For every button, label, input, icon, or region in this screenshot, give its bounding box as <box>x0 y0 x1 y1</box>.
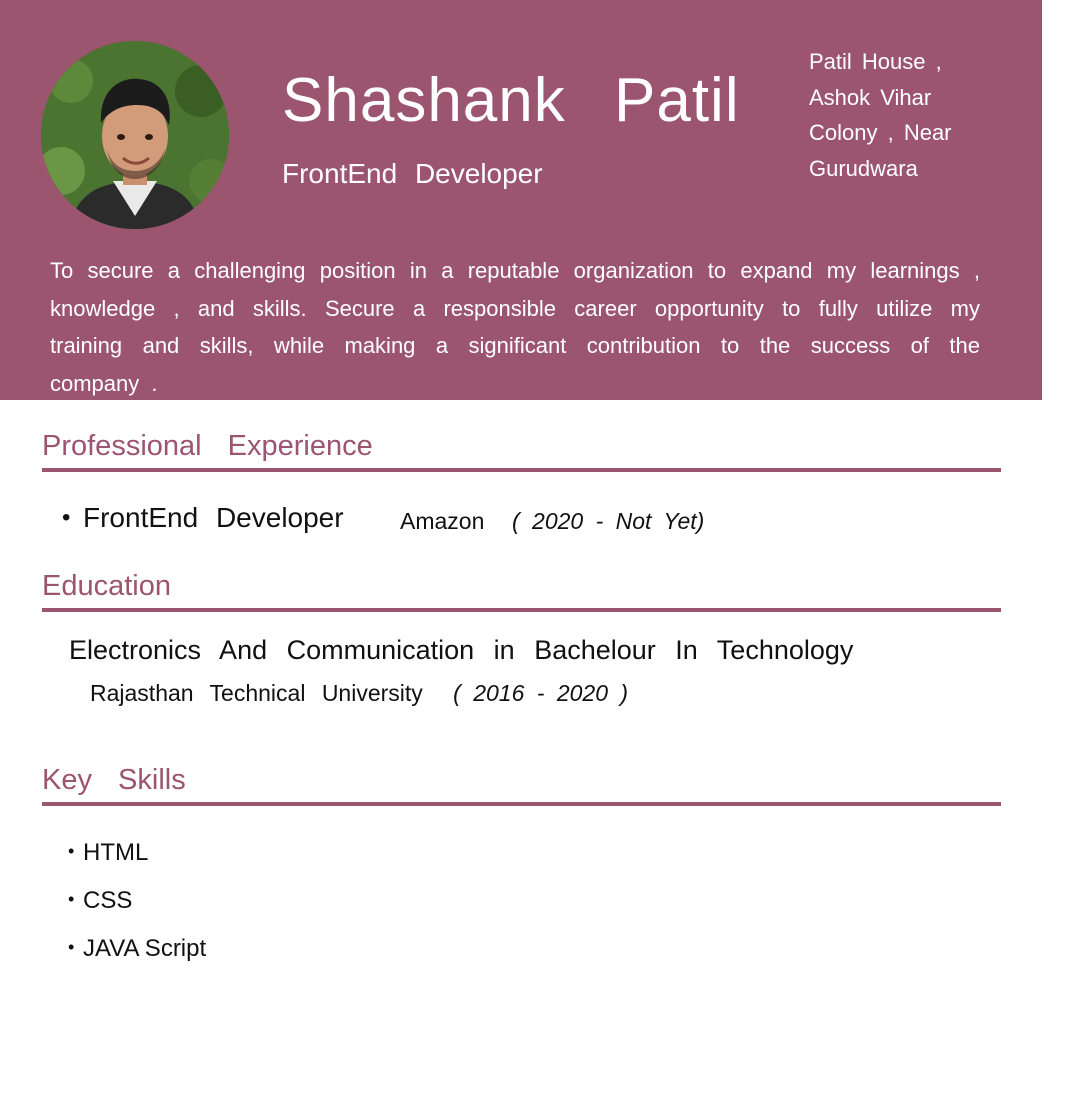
skill-label: JAVA Script <box>83 935 207 962</box>
bullet-icon: • <box>68 937 75 957</box>
education-degree: Electronics And Communication in Bachelour In Technology <box>69 635 854 665</box>
experience-company: Amazon <box>400 508 485 534</box>
skills-section-title: Key Skills <box>42 764 186 796</box>
education-institution: Rajasthan Technical University <box>90 680 423 706</box>
address-line: Ashok Vihar <box>809 84 932 110</box>
education-section-title: Education <box>42 570 171 602</box>
address-line: Patil House , <box>809 49 942 74</box>
skill-item <box>68 924 206 972</box>
bullet-icon: • <box>68 841 75 861</box>
profile-photo <box>41 41 229 229</box>
skills-list <box>68 828 206 972</box>
experience-divider <box>42 468 1001 472</box>
bullet-icon: • <box>62 504 71 531</box>
experience-section-title: Professional Experience <box>42 430 373 462</box>
address-line: Gurudwara <box>809 155 918 181</box>
skill-label: CSS <box>83 887 133 914</box>
skill-label: HTML <box>83 839 149 866</box>
experience-period: ( 2020 - Not Yet) <box>512 508 705 534</box>
header-banner <box>0 0 1042 400</box>
address-line: Colony , Near <box>809 120 952 145</box>
education-divider <box>42 608 1001 612</box>
skills-divider <box>42 802 1001 806</box>
address-block <box>809 44 1009 186</box>
candidate-role: FrontEnd Developer <box>282 158 543 189</box>
education-period: ( 2016 - 2020 ) <box>453 680 629 706</box>
person-photo-icon <box>41 41 229 229</box>
skill-item <box>68 876 206 924</box>
bullet-icon: • <box>68 889 75 909</box>
skill-item <box>68 828 206 876</box>
candidate-name: Shashank Patil <box>282 66 740 135</box>
experience-role: FrontEnd Developer <box>83 502 344 533</box>
education-details <box>90 680 628 707</box>
career-objective: To secure a challenging position in a reputable organization to expand my learnings , knowledge , and skills. Secure a responsible career opportunity to fully utilize my training and skills, while making a significant contribution to the success of the company . <box>50 258 980 396</box>
